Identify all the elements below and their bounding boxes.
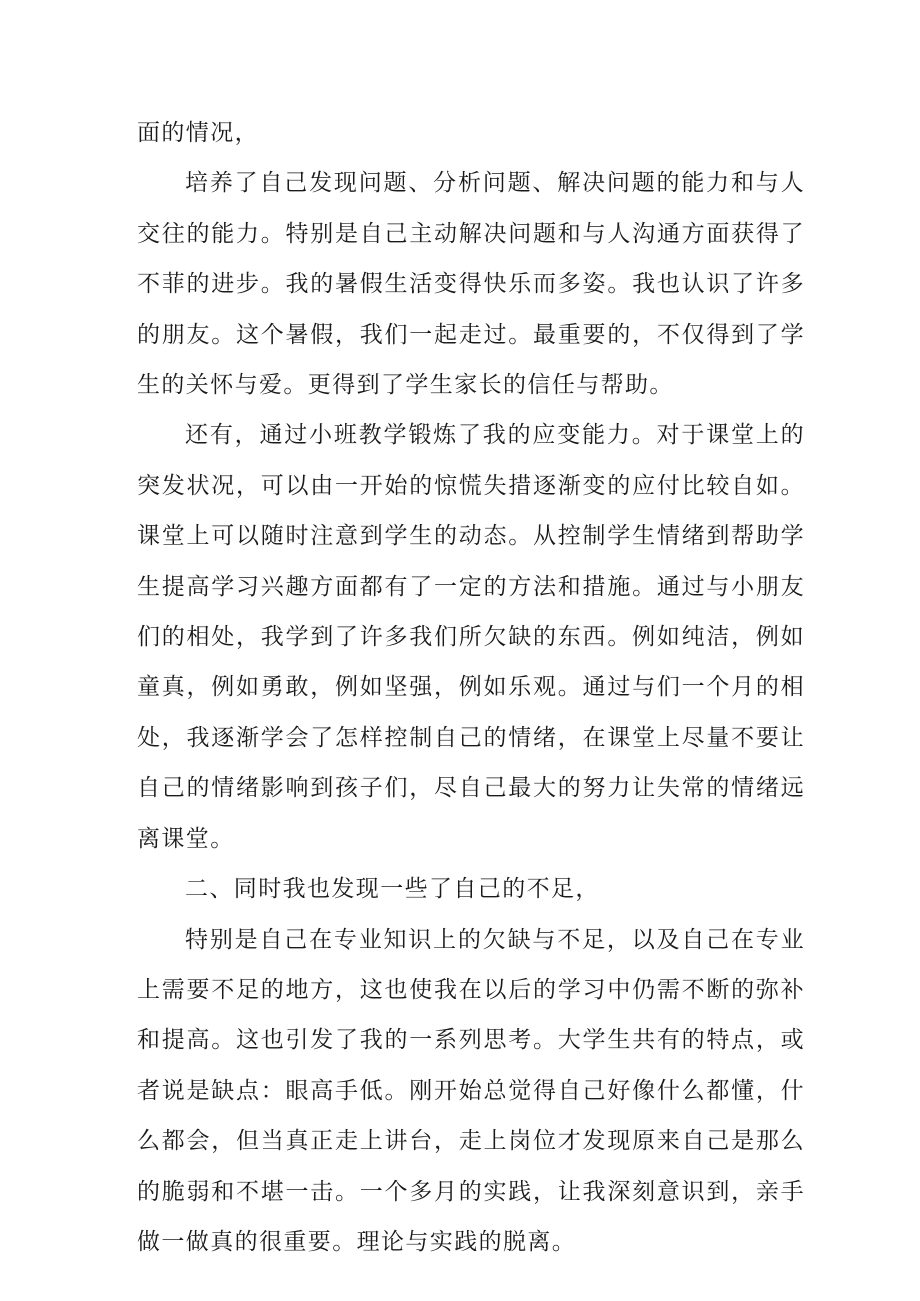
document-body [137, 108, 805, 1267]
section-heading-shortcomings: 二、同时我也发现一些了自己的不足， [185, 876, 600, 903]
paragraph-adaptability: 还有，通过小班教学锻炼了我的应变能力。对于课堂上的突发状况，可以由一开始的惊慌失措逐渐变的应付比较自如。课堂上可以随时注意到学生的动态。从控制学生情绪到帮助学生提高学习兴趣方面都有了一定的方法和措施。通过与小朋友们的相处，我学到了许多我们所欠缺的东西。例如纯洁，例如童真，例如勇敢，例如坚强，例如乐观。通过与们一个月的相处，我逐渐学会了怎样控制自己的情绪，在课堂上尽量不要让自己的情绪影响到孩子们，尽自己最大的努力让失常的情绪远离课堂。 [137, 422, 805, 852]
paragraph-shortcomings: 特别是自己在专业知识上的欠缺与不足，以及自己在专业上需要不足的地方，这也使我在以后的学习中仍需不断的弥补和提高。这也引发了我的一系列思考。大学生共有的特点，或者说是缺点：眼高手低。刚开始总觉得自己好像什么都懂，什么都会，但当真正走上讲台，走上岗位才发现原来自己是那么的脆弱和不堪一击。一个多月的实践，让我深刻意识到，亲手做一做真的很重要。理论与实践的脱离。 [137, 926, 805, 1255]
paragraph-abilities: 培养了自己发现问题、分析问题、解决问题的能力和与人交往的能力。特别是自己主动解决问题和与人沟通方面获得了不菲的进步。我的暑假生活变得快乐而多姿。我也认识了许多的朋友。这个暑假，我们一起走过。最重要的，不仅得到了学生的关怀与爱。更得到了学生家长的信任与帮助。 [137, 170, 805, 399]
paragraph-continuation: 面的情况， [137, 120, 259, 146]
